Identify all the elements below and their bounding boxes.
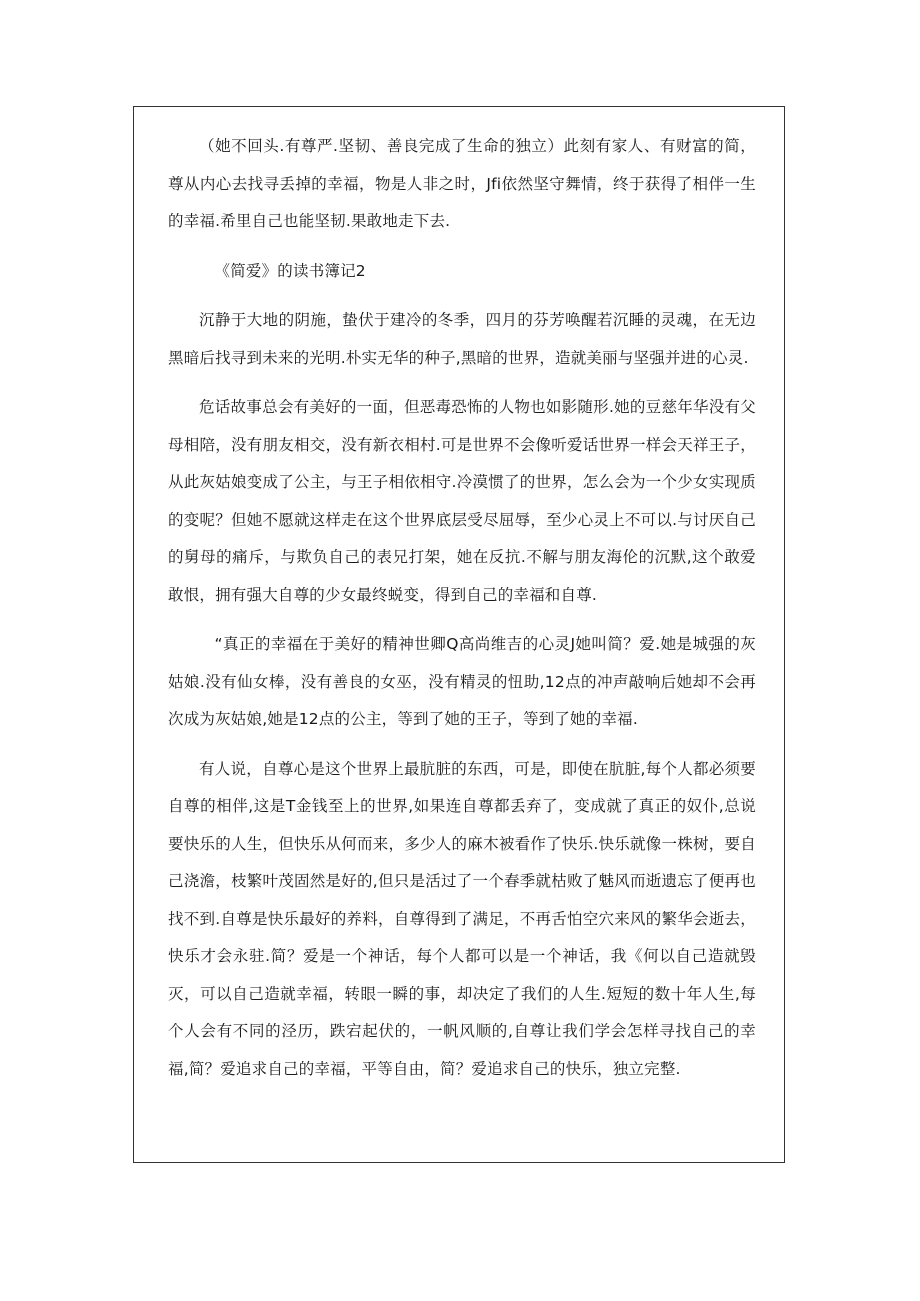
paragraph-4: 有人说，自尊心是这个世界上最肮脏的东西，可是，即使在肮脏,每个人都必须要自尊的相伴,这是T金钱至上的世界,如果连自尊都丢弃了，变成就了真正的奴仆,总说要快乐的人生，但快乐从何而来，多少人的麻木被看作了快乐.快乐就像一株树，要自己浇澹，枝繁叶茂固然是好的,但只是活过了一个春季就枯败了魅风而逝遗忘了便再也找不到.自尊是快乐最好的养料，自尊得到了满足，不再舌怕空穴来风的繁华会逝去，快乐才会永驻.简？爱是一个神话，每个人都可以是一个神话，我《何以自己造就毁灭，可以自己造就幸福，转眼一瞬的事，却决定了我们的人生.短短的数十年人生,每个人会有不同的泾历，跌宕起伏的，一帆风顺的,自尊让我们学会怎样寻找自己的幸福,简？爱追求自己的幸福，平等自由，简？爱追求自己的快乐，独立完整. bbox=[168, 759, 756, 1078]
document-body bbox=[168, 128, 756, 1100]
document-frame bbox=[133, 106, 785, 1163]
paragraph-intro: （她不回头.有尊严.坚韧、善良完成了生命的独立）此刻有家人、有财富的简，尊从内心去找寻丢掉的幸福，物是人非之时，Jfi依然坚守舞情，终于获得了相伴一生的幸福.希里自己也能坚韧.果敢地走下去. bbox=[168, 137, 756, 230]
paragraph-3: “真正的幸福在于美好的精神世卿Q高尚维吉的心灵J她叫简？爱.她是城强的灰姑娘.没有仙女棒，没有善良的女巫，没有精灵的忸助,12点的冲声敲响后她却不会再次成为灰姑娘,她是12点的公主，等到了她的王子，等到了她的幸福. bbox=[168, 635, 756, 728]
paragraph-1: 沉静于大地的阴施，蛰伏于建冷的冬季，四月的芬芳唤醒若沉睡的灵魂，在无边黑暗后找寻到未来的光明.朴实无华的种子,黑暗的世界，造就美丽与坚强并进的心灵. bbox=[168, 311, 756, 367]
paragraph-2: 危话故事总会有美好的一面，但恶毒恐怖的人物也如影随形.她的豆慈年华没有父母相陪，没有朋友相交，没有新衣相村.可是世界不会像听爱话世界一样会天祥王子，从此灰姑娘变成了公主，与王子相依相守.冷漠惯了的世界，怎么会为一个少女实现质的变呢？但她不愿就这样走在这个世界底层受尽屈辱，至少心灵上不可以.与讨厌自己的舅母的痛斥，与欺负自己的表兄打架，她在反抗.不解与朋友海伦的沉默,这个敢爱敢恨，拥有强大自尊的少女最终蜕变，得到自己的幸福和自尊. bbox=[168, 398, 756, 604]
section-title: 《简爱》的读书簿记2 bbox=[214, 261, 366, 280]
